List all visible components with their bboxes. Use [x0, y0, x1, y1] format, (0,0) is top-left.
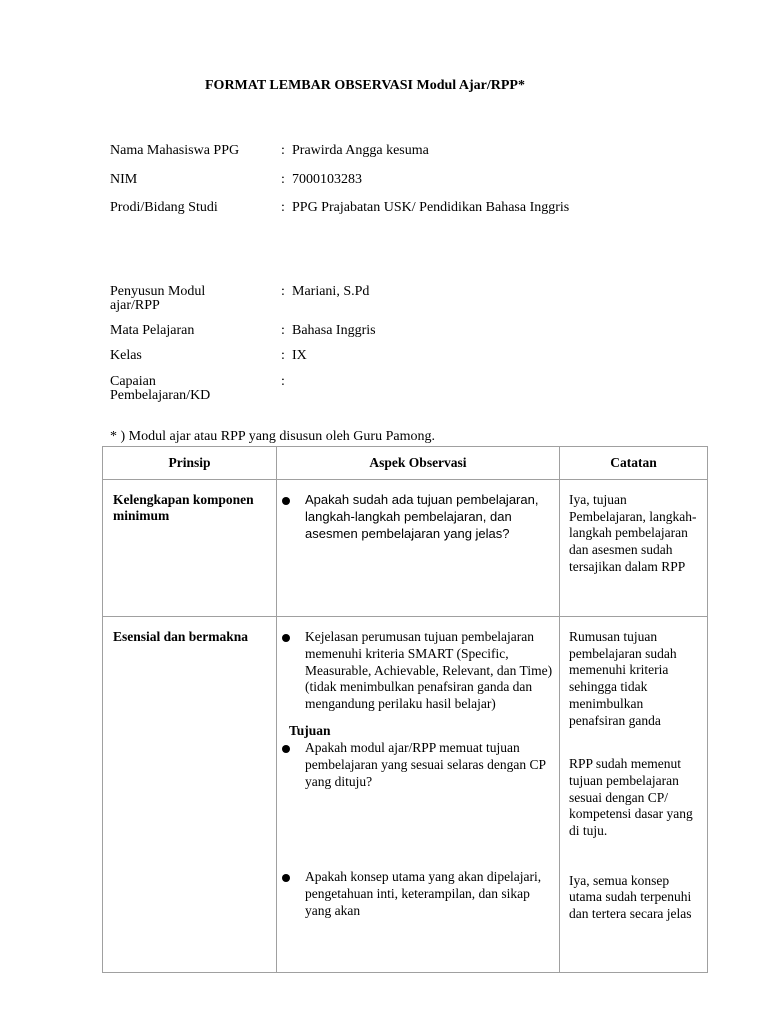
table-header-row	[103, 447, 708, 480]
observation-table	[102, 446, 708, 973]
label-prodi: Prodi/Bidang Studi	[110, 200, 218, 215]
aspek-cell	[277, 480, 560, 617]
colon: :	[281, 374, 285, 389]
colon: :	[281, 323, 285, 338]
header-prinsip: Prinsip	[103, 447, 277, 480]
label-penyusun: Penyusun Modul ajar/RPP	[110, 284, 206, 313]
table-row	[103, 480, 708, 617]
bullet-icon	[282, 634, 290, 642]
value-mapel: Bahasa Inggris	[292, 323, 376, 338]
aspek-cell	[277, 617, 560, 973]
aspek-text: Apakah modul ajar/RPP memuat tujuan pembelajaran yang sesuai selaras dengan CP yang dituju?	[305, 739, 546, 789]
document-title: FORMAT LEMBAR OBSERVASI Modul Ajar/RPP*	[205, 78, 525, 93]
label-kelas: Kelas	[110, 348, 142, 363]
list-item	[281, 492, 555, 542]
value-prodi: PPG Prajabatan USK/ Pendidikan Bahasa Inggris	[292, 200, 570, 215]
colon: :	[281, 284, 285, 299]
catatan-text: RPP sudah memenut tujuan pembelajaran sesuai dengan CP/ kompetensi dasar yang di tuju.	[569, 756, 693, 839]
value-nama: Prawirda Angga kesuma	[292, 143, 429, 158]
prinsip-cell	[103, 480, 277, 617]
value-penyusun: Mariani, S.Pd	[292, 284, 370, 299]
aspek-text: Apakah sudah ada tujuan pembelajaran, langkah-langkah pembelajaran, dan asesmen pembelajaran yang jelas?	[305, 492, 539, 541]
prinsip-text: Esensial dan bermakna	[113, 629, 249, 644]
header-aspek: Aspek Observasi	[277, 447, 560, 480]
catatan-cell	[560, 480, 708, 617]
colon: :	[281, 143, 285, 158]
aspek-text: Apakah konsep utama yang akan dipelajari, pengetahuan inti, keterampilan, dan sikap yang akan	[305, 869, 542, 918]
bullet-icon	[282, 497, 290, 505]
label-capaian: Capaian Pembelajaran/KD	[110, 374, 211, 403]
subheading-tujuan: Tujuan	[289, 722, 331, 738]
prinsip-cell	[103, 617, 277, 973]
list-item	[281, 869, 555, 919]
header-catatan: Catatan	[560, 447, 708, 480]
footnote: * ) Modul ajar atau RPP yang disusun oleh Guru Pamong.	[110, 429, 435, 444]
list-item	[281, 740, 555, 790]
value-kelas: IX	[292, 348, 307, 363]
catatan-text: Iya, semua konsep utama sudah terpenuhi dan tertera secara jelas	[569, 872, 692, 922]
colon: :	[281, 200, 285, 215]
colon: :	[281, 172, 285, 187]
value-nim: 7000103283	[292, 172, 362, 187]
catatan-text: Rumusan tujuan pembelajaran sudah memenuhi kriteria sehingga tidak menimbulkan penafsiran ganda	[569, 629, 677, 728]
label-nim: NIM	[110, 172, 138, 187]
catatan-cell	[560, 617, 708, 973]
label-nama: Nama Mahasiswa PPG	[110, 143, 240, 158]
table-row	[103, 617, 708, 973]
colon: :	[281, 348, 285, 363]
catatan-text: Iya, tujuan Pembelajaran, langkah-langkah pembelajaran dan asesmen sudah tersajikan dalam RPP	[569, 492, 697, 574]
prinsip-text: Kelengkapan komponen minimum	[113, 492, 254, 523]
bullet-icon	[282, 745, 290, 753]
aspek-text: Kejelasan perumusan tujuan pembelajaran memenuhi kriteria SMART (Specific, Measurable, Achievable, Relevant, dan Time) (tidak menimbulkan penafsiran ganda dan mengandung perilaku hasil belajar)	[305, 629, 553, 712]
list-item	[281, 629, 555, 713]
bullet-icon	[282, 874, 290, 882]
label-mapel: Mata Pelajaran	[110, 323, 195, 338]
